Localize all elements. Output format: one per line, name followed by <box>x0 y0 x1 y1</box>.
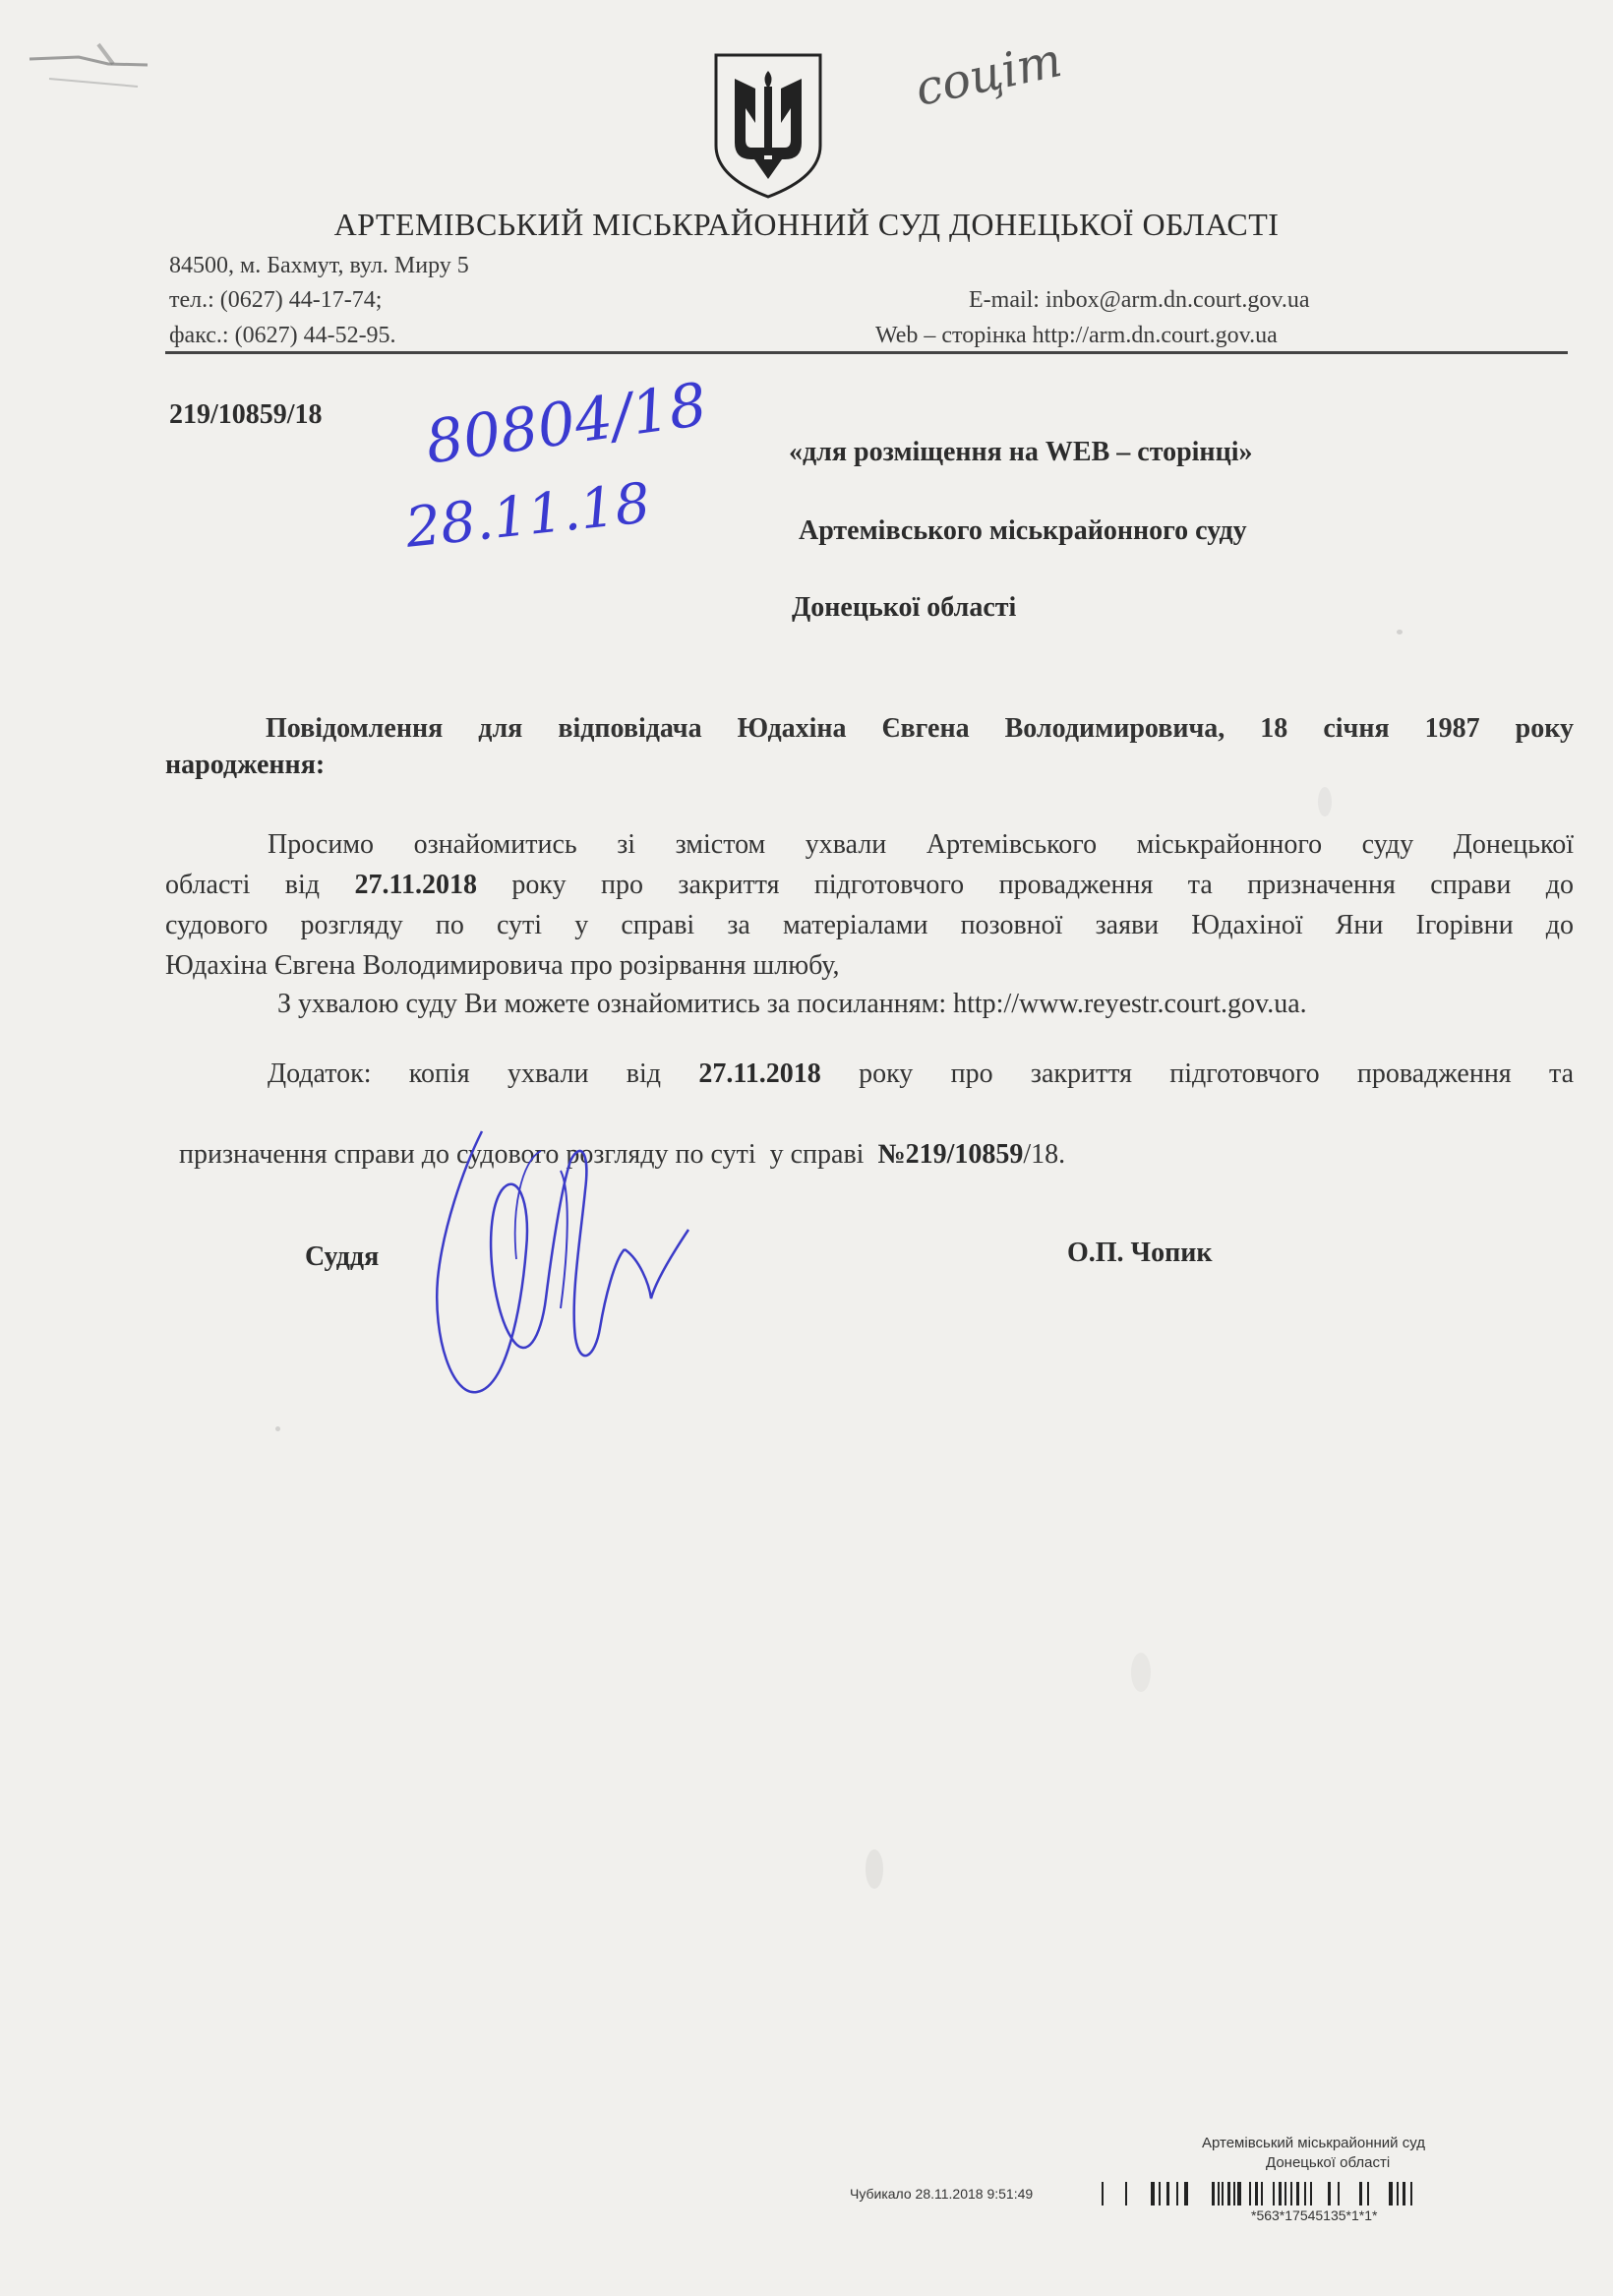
notice-heading-line-1: Повідомлення для відповідача Юдахіна Євгена Володимировича, 18 січня 1987 року <box>266 713 1574 744</box>
stamp-registration: Чубикало 28.11.2018 9:51:49 <box>850 2186 1034 2202</box>
judge-name: О.П. Чопик <box>1067 1238 1213 1268</box>
addressee-line-2: Артемівського міськрайонного суду <box>799 515 1247 546</box>
attachment-line-1 <box>268 1054 1574 1094</box>
barcode-number: *563*17545135*1*1* <box>1251 2207 1378 2223</box>
text-span: призначення справи до судового розгляду по суті у справі <box>179 1139 878 1170</box>
text-span: року про закриття підготовчого провадження та <box>820 1058 1575 1089</box>
text-span: року про закриття підготовчого провадження та призначення справи до <box>476 870 1575 900</box>
scan-speck <box>1131 1653 1151 1692</box>
court-title: АРТЕМІВСЬКИЙ МІСЬКРАЙОННИЙ СУД ДОНЕЦЬКОЇ ОБЛАСТІ <box>333 207 1280 242</box>
handwritten-ref-number: 80804/18 <box>421 370 711 478</box>
case-number: 219/10859/18 <box>169 399 323 430</box>
scan-speck <box>1318 787 1332 816</box>
scan-speck <box>866 1849 883 1889</box>
handwritten-date: 28.11.18 <box>402 471 654 561</box>
court-fax: факс.: (0627) 44-52-95. <box>169 323 396 348</box>
court-email: E-mail: inbox@arm.dn.court.gov.ua <box>969 287 1310 313</box>
text-span: області від <box>165 870 355 900</box>
decision-date: 27.11.2018 <box>698 1058 821 1089</box>
notice-heading-line-2: народження: <box>165 750 326 780</box>
decision-date: 27.11.2018 <box>354 870 477 900</box>
notice-paragraph-1-line-2 <box>165 865 1574 905</box>
notice-paragraph-1-line-1: Просимо ознайомитись зі змістом ухвали Артемівського міськрайонного суду Донецької <box>268 829 1574 860</box>
judge-role: Суддя <box>305 1241 380 1272</box>
notice-paragraph-1-line-3: судового розгляду по суті у справі за матеріалами позовної заяви Юдахіної Яни Ігорівни до <box>165 910 1574 940</box>
addressee-line-1: «для розміщення на WEB – сторінці» <box>789 437 1253 467</box>
notice-paragraph-1-line-4: Юдахіна Євгена Володимировича про розірвання шлюбу, <box>165 950 840 981</box>
text-span: /18. <box>1023 1139 1066 1170</box>
court-address: 84500, м. Бахмут, вул. Миру 5 <box>169 253 469 278</box>
scan-speck <box>275 1426 280 1431</box>
handwritten-signature <box>423 1112 698 1407</box>
scan-smudge <box>20 20 157 89</box>
court-phone: тел.: (0627) 44-17-74; <box>169 287 383 313</box>
notice-paragraph-2: З ухвалою суду Ви можете ознайомитись за посиланням: http://www.reyestr.court.gov.ua. <box>277 989 1307 1019</box>
barcode <box>1102 2180 1583 2207</box>
addressee-line-3: Донецької області <box>792 592 1017 623</box>
stamp-court-line-1: Артемівський міськрайонний суд <box>1202 2135 1425 2151</box>
scan-speck <box>1397 630 1403 634</box>
case-number-ref: №219/10859 <box>877 1139 1024 1170</box>
handwritten-corner-note: соціт <box>910 32 1067 117</box>
stamp-court-line-2: Донецької області <box>1266 2154 1391 2171</box>
court-website: Web – сторінка http://arm.dn.court.gov.ua <box>875 323 1278 348</box>
coat-of-arms-icon <box>710 49 826 202</box>
header-divider <box>165 351 1568 354</box>
text-span: Додаток: копія ухвали від <box>268 1058 699 1089</box>
